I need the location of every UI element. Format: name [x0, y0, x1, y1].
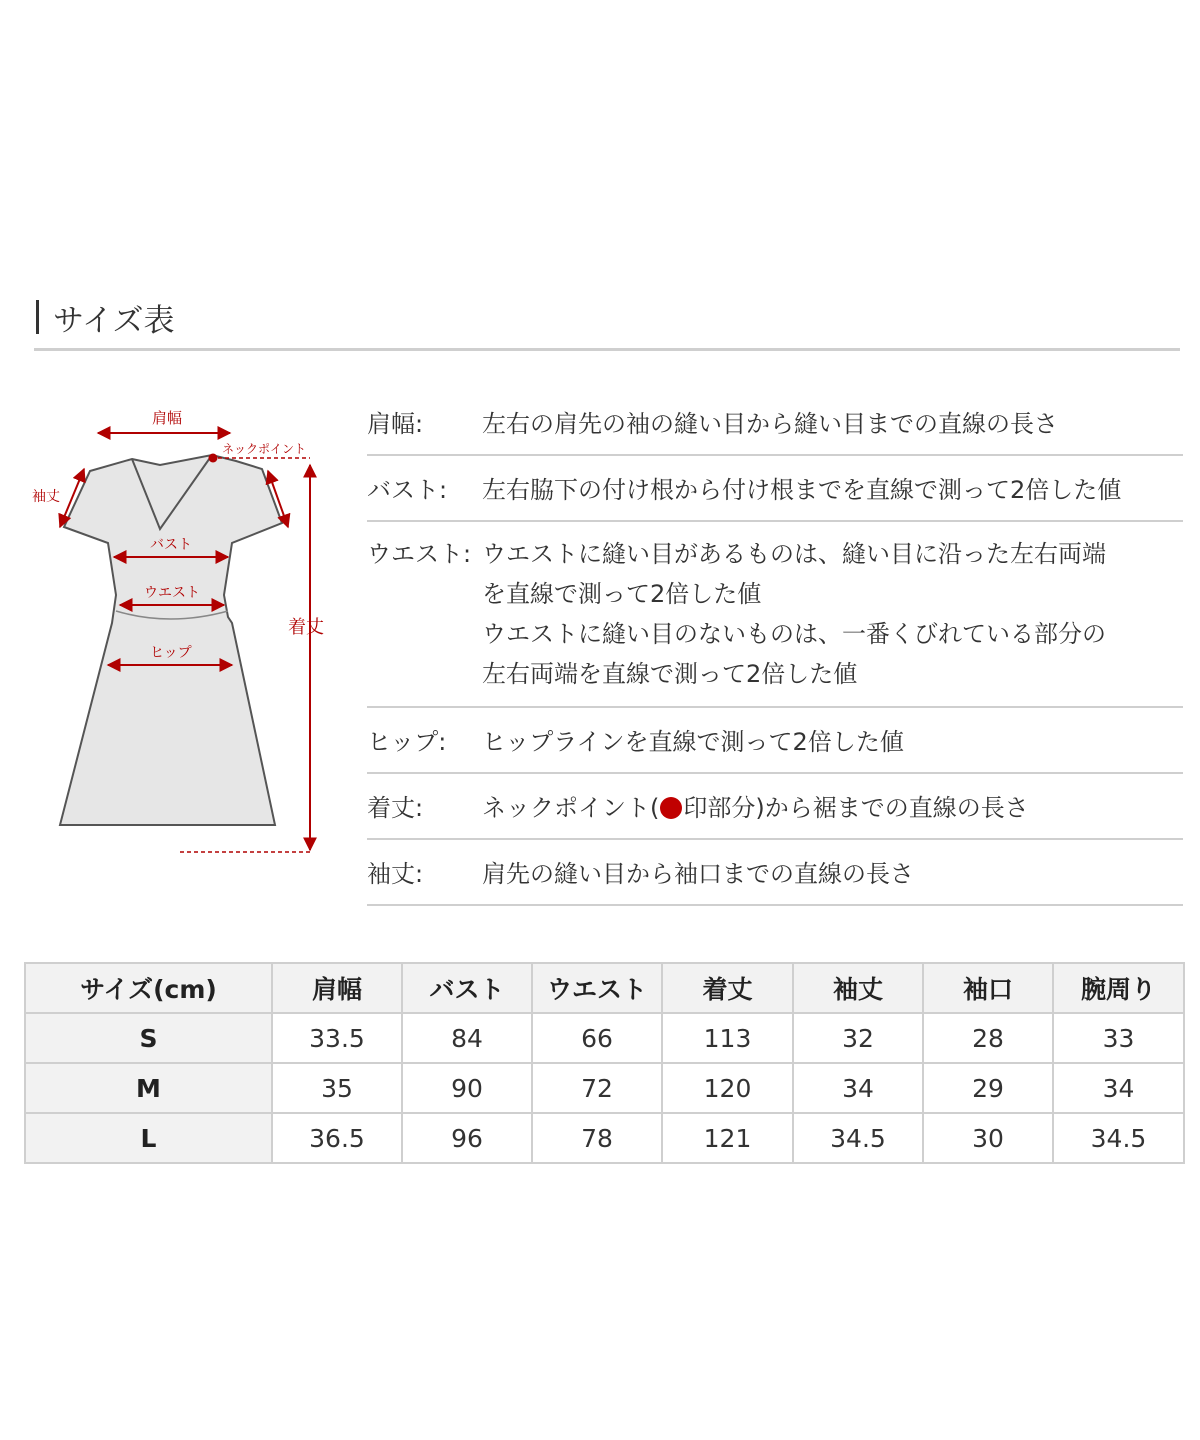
table-cell: 72: [532, 1063, 662, 1113]
definition-row-sleeve: [367, 840, 1183, 906]
table-cell: 78: [532, 1113, 662, 1163]
column-header-arm-circumference: 腕周り: [1053, 963, 1184, 1013]
section-heading: [36, 298, 175, 339]
table-row: [25, 1013, 1184, 1063]
definition-term: バスト:: [367, 476, 448, 504]
definition-row-waist: [367, 522, 1183, 708]
definition-line: ウエストに縫い目があるものは、縫い目に沿った左右両端: [482, 540, 1106, 568]
table-cell: 32: [793, 1013, 923, 1063]
table-cell: 34.5: [793, 1113, 923, 1163]
dress-illustration: [20, 395, 350, 875]
table-row: [25, 1113, 1184, 1163]
sleeve-label: 袖丈: [32, 489, 60, 505]
table-cell: 34.5: [1053, 1113, 1184, 1163]
table-cell: 120: [662, 1063, 793, 1113]
table-cell: 34: [793, 1063, 923, 1113]
definition-line: 左右両端を直線で測って2倍した値: [482, 660, 858, 688]
definition-text: [482, 788, 1183, 828]
row-size-label: M: [25, 1063, 272, 1113]
definition-text-pre: ネックポイント(: [482, 794, 660, 822]
column-header-sleeve-length: 袖丈: [793, 963, 923, 1013]
measurement-definitions: [367, 392, 1183, 906]
definition-term: ヒップ:: [367, 728, 447, 756]
table-cell: 36.5: [272, 1113, 402, 1163]
table-cell: 66: [532, 1013, 662, 1063]
section-title-text: サイズ表: [53, 302, 175, 339]
definition-text: 左右の肩先の袖の縫い目から縫い目までの直線の長さ: [482, 410, 1058, 438]
definition-row-length: [367, 774, 1183, 840]
table-cell: 96: [402, 1113, 532, 1163]
table-cell: 34: [1053, 1063, 1184, 1113]
definition-term: ウエスト:: [367, 540, 472, 568]
column-header-length: 着丈: [662, 963, 793, 1013]
definition-text-block: [482, 534, 1183, 694]
table-cell: 30: [923, 1113, 1053, 1163]
table-cell: 29: [923, 1063, 1053, 1113]
column-header-cuff: 袖口: [923, 963, 1053, 1013]
table-cell: 121: [662, 1113, 793, 1163]
shoulder-label: 肩幅: [152, 409, 183, 427]
definition-text: 肩先の縫い目から袖口までの直線の長さ: [482, 860, 914, 888]
table-cell: 28: [923, 1013, 1053, 1063]
definition-row-bust: [367, 456, 1183, 522]
definition-term: 袖丈:: [367, 860, 424, 888]
definition-row-hip: [367, 708, 1183, 774]
table-cell: 33: [1053, 1013, 1184, 1063]
row-size-label: S: [25, 1013, 272, 1063]
column-header-shoulder: 肩幅: [272, 963, 402, 1013]
hip-label: ヒップ: [150, 645, 192, 661]
table-cell: 33.5: [272, 1013, 402, 1063]
table-row: [25, 1063, 1184, 1113]
table-cell: 113: [662, 1013, 793, 1063]
bust-label: バスト: [150, 537, 192, 553]
size-chart-table: [24, 962, 1185, 1164]
definition-text: 左右脇下の付け根から付け根までを直線で測って2倍した値: [482, 476, 1122, 504]
row-size-label: L: [25, 1113, 272, 1163]
column-header-bust: バスト: [402, 963, 532, 1013]
definition-term: 着丈:: [367, 794, 424, 822]
definition-line: ウエストに縫い目のないものは、一番くびれている部分の: [482, 620, 1106, 648]
waist-label: ウエスト: [144, 585, 200, 601]
heading-bar: [36, 300, 39, 334]
neck-point-label: ネックポイント: [222, 442, 307, 456]
table-cell: 84: [402, 1013, 532, 1063]
definition-term: 肩幅:: [367, 410, 424, 438]
definition-line: を直線で測って2倍した値: [482, 580, 762, 608]
table-cell: 90: [402, 1063, 532, 1113]
table-header-row: [25, 963, 1184, 1013]
red-dot-icon: [660, 797, 682, 819]
dress-measurement-diagram: [20, 395, 350, 875]
dress-body-shape: [60, 455, 282, 825]
definition-row-shoulder: [367, 392, 1183, 456]
table-cell: 35: [272, 1063, 402, 1113]
definition-text: ヒップラインを直線で測って2倍した値: [482, 728, 904, 756]
definition-text-post: 印部分)から裾までの直線の長さ: [683, 794, 1029, 822]
length-label: 着丈: [288, 617, 324, 638]
column-header-size: サイズ(cm): [25, 963, 272, 1013]
column-header-waist: ウエスト: [532, 963, 662, 1013]
neck-point-marker: [209, 454, 218, 463]
heading-divider: [34, 348, 1180, 351]
